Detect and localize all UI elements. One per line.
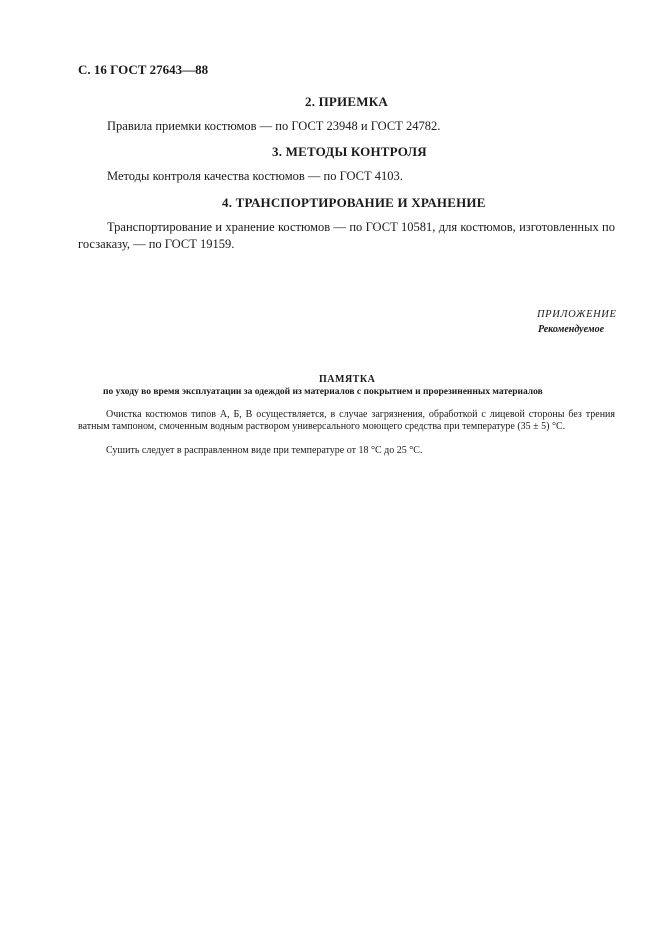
section-2-text: Правила приемки костюмов — по ГОСТ 23948 и ГОСТ 24782.: [107, 119, 441, 133]
appendix-label: ПРИЛОЖЕНИЕ: [537, 309, 617, 320]
memo-paragraph-1: Очистка костюмов типов А, Б, В осуществляется, в случае загрязнения, обработкой с лицевой стороны без трения ватным тампоном, смоченным водным раствором универсального моющего средства при температуре (35 ± 5) °С.: [78, 409, 615, 432]
section-3-text: Методы контроля качества костюмов — по ГОСТ 4103.: [107, 169, 403, 183]
memo-subtitle: по уходу во время эксплуатации за одеждой из материалов с покрытием и прорезиненных материалов: [103, 387, 543, 397]
section-4-heading: 4. ТРАНСПОРТИРОВАНИЕ И ХРАНЕНИЕ: [222, 195, 486, 210]
section-4-text: Транспортирование и хранение костюмов — по ГОСТ 10581, для костюмов, изготовленных по госзаказу, — по ГОСТ 19159.: [78, 220, 615, 251]
section-2-heading: 2. ПРИЕМКА: [305, 94, 388, 109]
appendix-status: Рекомендуемое: [538, 324, 605, 335]
memo-title: ПАМЯТКА: [319, 374, 376, 385]
page-header: С. 16 ГОСТ 27643—88: [78, 62, 209, 77]
section-3-heading: 3. МЕТОДЫ КОНТРОЛЯ: [272, 144, 427, 159]
memo-paragraph-2: Сушить следует в расправленном виде при температуре от 18 °С до 25 °С.: [106, 445, 423, 456]
